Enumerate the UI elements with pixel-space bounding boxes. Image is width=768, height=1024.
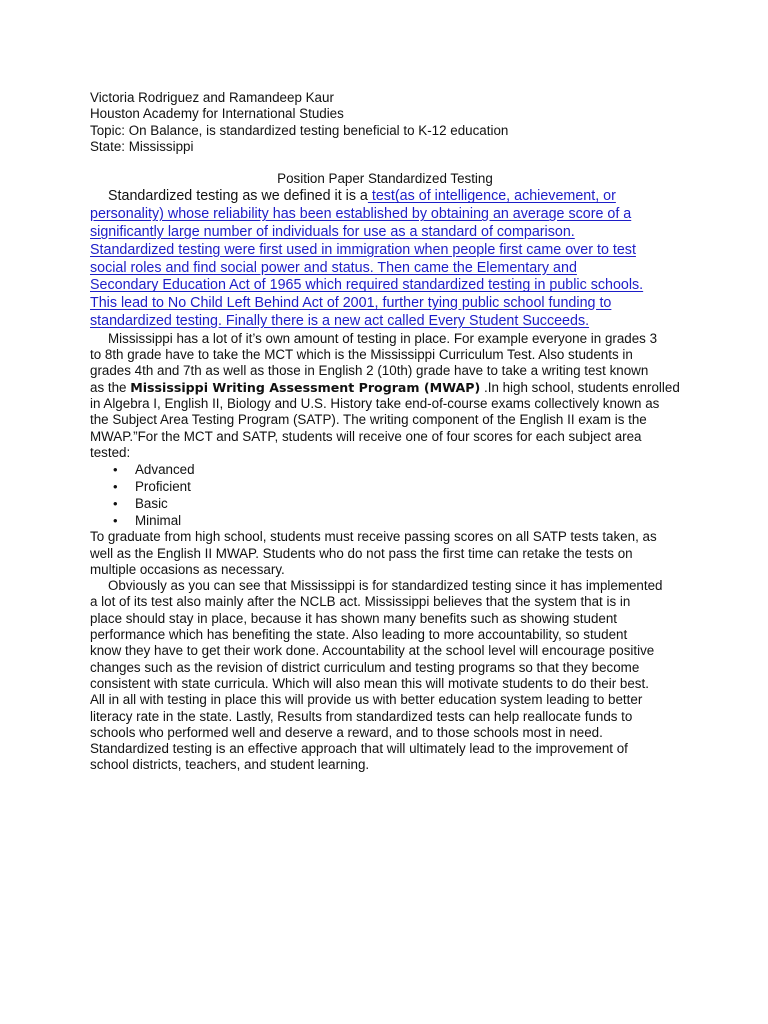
intro-paragraph [90,188,680,330]
body-line: grades 4th and 7th as well as those in English 2 (10th) grade have to take a writing test known [90,363,649,379]
intro-link-line[interactable]: significantly large number of individuals for use as a standard of comparison. [90,224,575,241]
body-line: as the Mississippi Writing Assessment Program (MWAP) .In high school, students enrolled [90,379,680,395]
authors-line: Victoria Rodriguez and Ramandeep Kaur [90,90,334,105]
list-item: • Advanced [90,461,680,478]
intro-link-line[interactable]: personality) whose reliability has been established by obtaining an average score of a [90,206,632,223]
school-line: Houston Academy for International Studies [90,106,344,122]
header-block [90,90,680,155]
body-line: performance which has benefiting the state. Also leading to more accountability, so student [90,627,628,643]
body-line: Obviously as you can see that Mississippi is for standardized testing since it has implemented [108,578,663,594]
intro-link-line[interactable]: standardized testing. Finally there is a new act called Every Student Succeeds. [90,313,590,330]
body-line: a lot of its test also mainly after the NCLB act. Mississippi believes that the system that is in [90,594,631,610]
topic-line: Topic: On Balance, is standardized testing beneficial to K-12 education [90,122,509,138]
conclusion-paragraph [90,578,680,774]
body-line: school districts, teachers, and student learning. [90,757,370,773]
intro-link-line[interactable]: Standardized testing were first used in immigration when people first came over to test [90,241,636,258]
intro-lead-text: Standardized testing as we defined it is a [108,188,368,205]
body-line: place should stay in place, because it has shown many benefits such as showing student [90,610,618,626]
list-item: • Proficient [90,478,680,495]
mississippi-paragraph [90,331,680,461]
body-line: To graduate from high school, students must receive passing scores on all SATP tests taken, as [90,529,657,545]
body-line: well as the English II MWAP. Students who do not pass the first time can retake the tests on [90,545,633,561]
list-item: • Minimal [90,512,680,529]
body-line: Mississippi has a lot of it’s own amount of testing in place. For example everyone in grades 3 [108,330,658,346]
mwap-bold-term: Mississippi Writing Assessment Program (MWAP) [130,379,481,395]
body-line: tested: [90,444,131,460]
paper-title: Position Paper Standardized Testing [277,171,493,187]
document-page [90,90,680,774]
body-line: Standardized testing is an effective approach that will ultimately lead to the improvement of [90,741,628,757]
body-line: schools who performed well and deserve a reward, and to those schools most in need. [90,724,603,740]
list-item: • Basic [90,495,680,512]
intro-link-line[interactable]: Secondary Education Act of 1965 which required standardized testing in public schools. [90,277,644,294]
intro-link-line[interactable]: social roles and find social power and status. Then came the Elementary and [90,259,577,276]
body-line: to 8th grade have to take the MCT which is the Mississippi Curriculum Test. Also students in [90,347,633,363]
body-line: literacy rate in the state. Lastly, Results from standardized tests can help reallocate funds to [90,708,633,724]
body-line: All in all with testing in place this will provide us with better education system leading to better [90,692,643,708]
graduate-paragraph [90,529,680,578]
test-link[interactable]: test [367,188,395,205]
intro-line [90,188,680,206]
intro-link-line[interactable]: This lead to No Child Left Behind Act of 2001, further tying public school funding to [90,295,612,312]
body-line: know they have to get their work done. Accountability at the school level will encourage positive [90,643,655,659]
state-line: State: Mississippi [90,138,194,154]
scores-list [90,461,680,529]
body-line: the Subject Area Testing Program (SATP). The writing component of the English II exam is the [90,412,647,428]
body-line: consistent with state curricula. Which will also mean this will motivate students to do their best. [90,675,649,691]
body-line: in Algebra I, English II, Biology and U.S. History take end-of-course exams collectively known as [90,396,660,412]
body-line: multiple occasions as necessary. [90,561,285,577]
body-line: MWAP.”For the MCT and SATP, students will receive one of four scores for each subject area [90,428,642,444]
body-line: changes such as the revision of district curriculum and testing programs so that they become [90,659,640,675]
definition-link[interactable]: (as of intelligence, achievement, or [394,188,616,205]
